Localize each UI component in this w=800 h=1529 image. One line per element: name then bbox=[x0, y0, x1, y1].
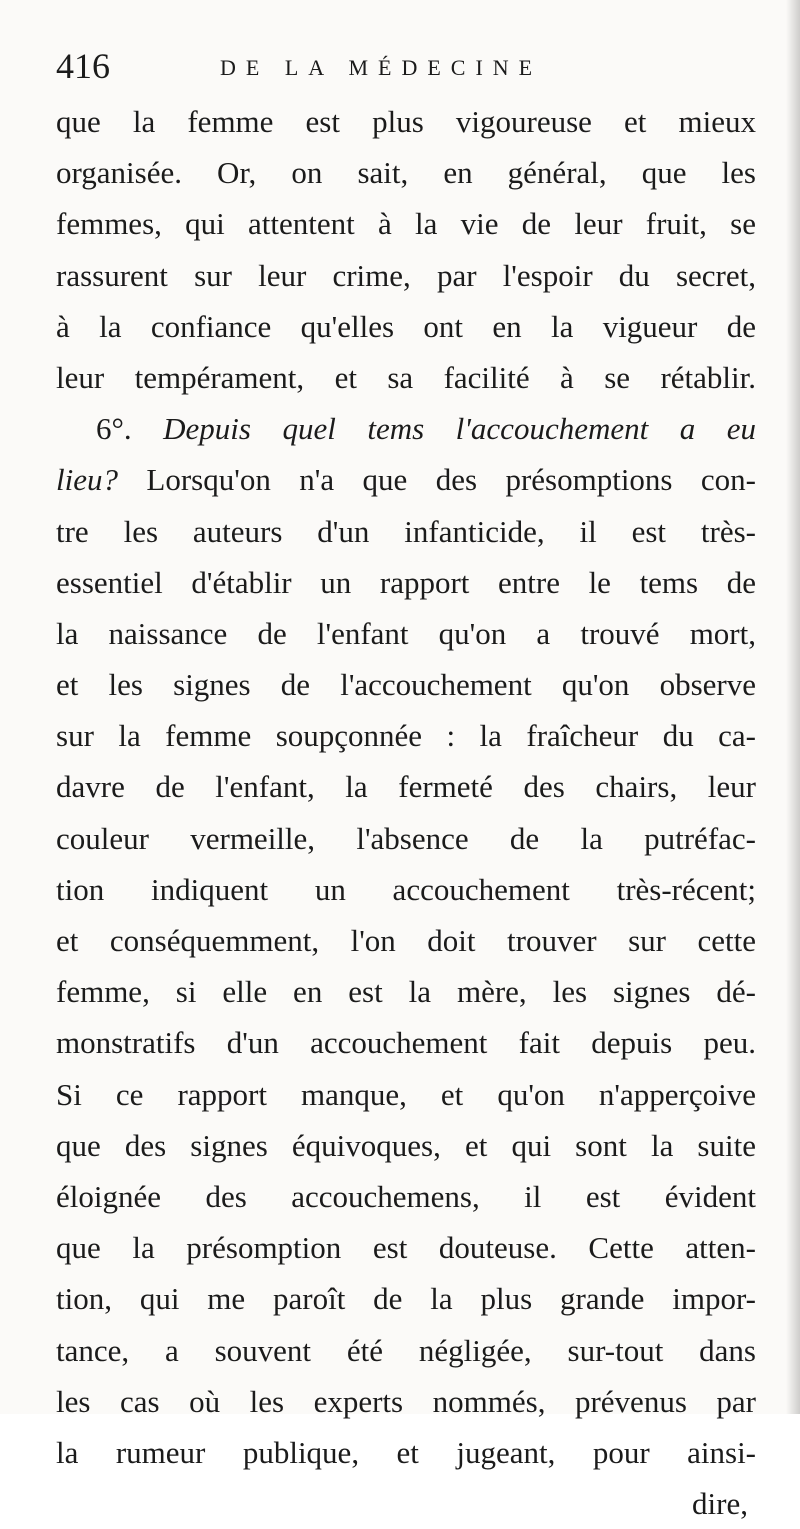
page-edge-shadow bbox=[786, 0, 800, 1414]
text-line: organisée. Or, on sait, en général, que les bbox=[56, 155, 756, 191]
body-text bbox=[56, 96, 756, 1529]
text-line: tre les auteurs d'un infanticide, il est très- bbox=[56, 513, 756, 549]
text-line: femmes, qui attentent à la vie de leur fruit, se bbox=[56, 206, 756, 242]
section-number: 6°. bbox=[96, 411, 164, 447]
text-line: monstratifs d'un accouchement fait depuis peu. bbox=[56, 1025, 756, 1061]
section-question: Depuis quel tems l'accouchement a eu bbox=[163, 411, 756, 447]
section-heading-line bbox=[56, 403, 756, 454]
text-segment: Lorsqu'on n'a que des présomptions con- bbox=[118, 462, 756, 498]
text-line: et conséquemment, l'on doit trouver sur cette bbox=[56, 923, 756, 958]
page-header bbox=[56, 42, 756, 90]
text-line: et les signes de l'accouchement qu'on observe bbox=[56, 667, 756, 703]
text-line: couleur vermeille, l'absence de la putréfac- bbox=[56, 820, 756, 856]
text-line: éloignée des accouchemens, il est évident bbox=[56, 1178, 756, 1214]
text-line: la rumeur publique, et jugeant, pour ainsi- bbox=[56, 1434, 756, 1470]
text-line: davre de l'enfant, la fermeté des chairs, leur bbox=[56, 769, 756, 805]
text-line: Si ce rapport manque, et qu'on n'apperçoive bbox=[56, 1076, 756, 1112]
page-number: 416 bbox=[56, 46, 110, 86]
text-line: que la présomption est douteuse. Cette atten- bbox=[56, 1230, 756, 1266]
catchword-line: dire, bbox=[692, 1486, 748, 1522]
text-line bbox=[56, 454, 756, 505]
text-line: les cas où les experts nommés, prévenus par bbox=[56, 1383, 756, 1419]
text-line: tion, qui me paroît de la plus grande impor- bbox=[56, 1281, 756, 1317]
text-line: tion indiquent un accouchement très-récent; bbox=[56, 871, 756, 907]
text-line: que la femme est plus vigoureuse et mieux bbox=[56, 104, 756, 139]
text-line: la naissance de l'enfant qu'on a trouvé mort, bbox=[56, 615, 756, 651]
text-line: femme, si elle en est la mère, les signes dé- bbox=[56, 974, 756, 1010]
text-line: tance, a souvent été négligée, sur-tout dans bbox=[56, 1332, 756, 1368]
text-line: leur tempérament, et sa facilité à se rétablir. bbox=[56, 359, 756, 395]
section-question-end: lieu? bbox=[56, 462, 118, 498]
text-line: rassurent sur leur crime, par l'espoir du secret, bbox=[56, 257, 756, 293]
text-line: sur la femme soupçonnée : la fraîcheur du ca- bbox=[56, 718, 756, 754]
text-line: que des signes équivoques, et qui sont la suite bbox=[56, 1127, 756, 1163]
text-line: à la confiance qu'elles ont en la vigueur de bbox=[56, 308, 756, 344]
running-head: DE LA MÉDECINE bbox=[220, 55, 543, 80]
text-line: essentiel d'établir un rapport entre le tems de bbox=[56, 564, 756, 600]
